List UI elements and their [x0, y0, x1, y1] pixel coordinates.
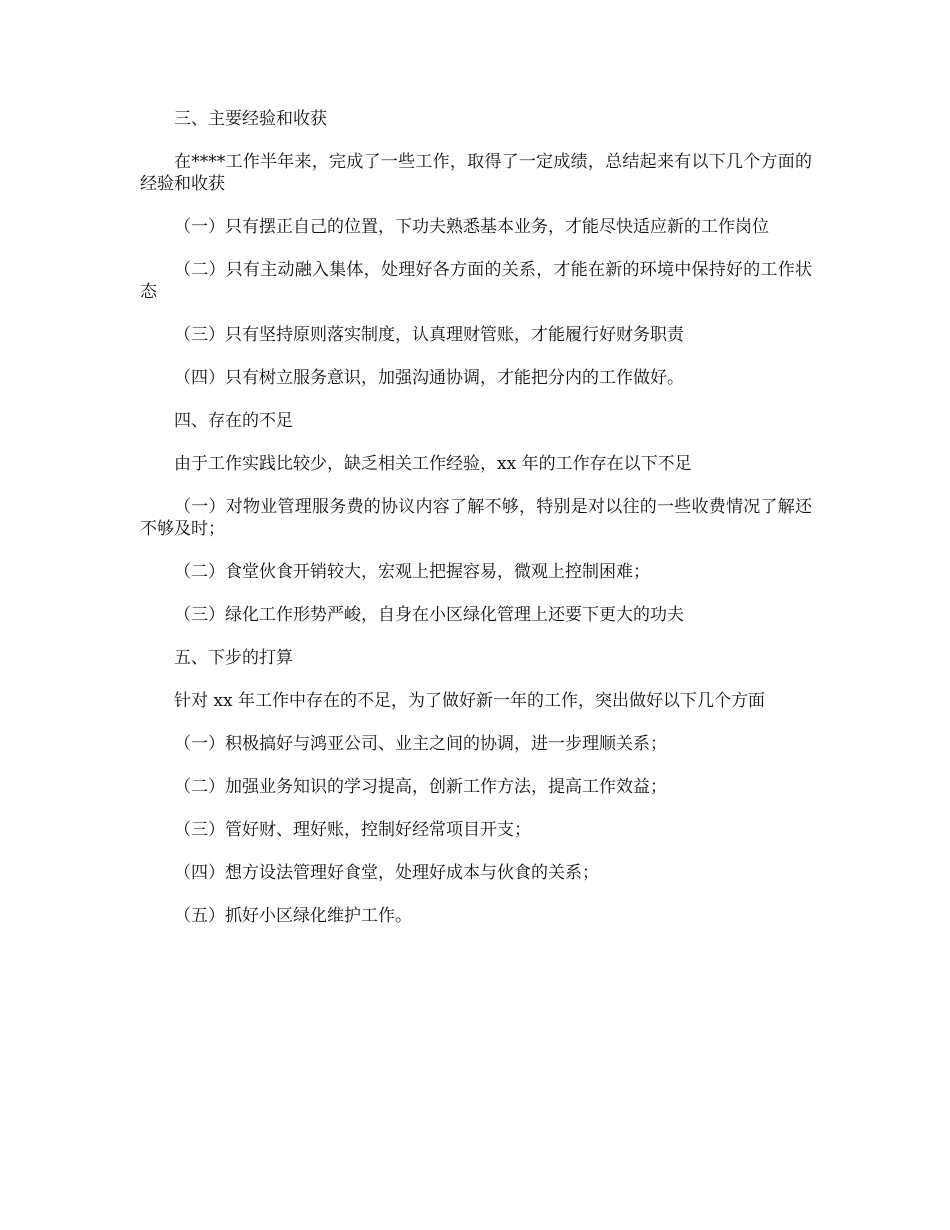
list-item-plans-2: （二）加强业务知识的学习提高，创新工作方法，提高工作效益； — [174, 777, 667, 797]
section-heading-shortcomings: 四、存在的不足 — [174, 411, 293, 431]
list-item-plans-4: （四）想方设法管理好食堂，处理好成本与伙食的关系； — [174, 863, 599, 883]
list-item-plans-3: （三）管好财、理好账，控制好经常项目开支； — [174, 820, 531, 840]
list-item-shortcomings-1: （一）对物业管理服务费的协议内容了解不够，特别是对以往的一些收费情况了解还不够及时； — [140, 497, 812, 539]
section-heading-experience: 三、主要经验和收获 — [174, 109, 327, 129]
document-body — [140, 108, 812, 948]
paragraph-intro-experience: 在****工作半年来，完成了一些工作，取得了一定成绩，总结起来有以下几个方面的经验和收获 — [140, 152, 812, 194]
list-item-shortcomings-3: （三）绿化工作形势严峻，自身在小区绿化管理上还要下更大的功夫 — [174, 605, 684, 625]
paragraph-intro-shortcomings: 由于工作实践比较少，缺乏相关工作经验，xx 年的工作存在以下不足 — [174, 454, 692, 474]
list-item-experience-3: （三）只有坚持原则落实制度，认真理财管账，才能履行好财务职责 — [174, 325, 684, 345]
list-item-experience-2: （二）只有主动融入集体，处理好各方面的关系，才能在新的环境中保持好的工作状态 — [140, 260, 812, 302]
section-heading-plans: 五、下步的打算 — [174, 648, 293, 668]
list-item-plans-1: （一）积极搞好与鸿亚公司、业主之间的协调，进一步理顺关系； — [174, 734, 667, 754]
list-item-plans-5: （五）抓好小区绿化维护工作。 — [174, 906, 412, 926]
paragraph-intro-plans: 针对 xx 年工作中存在的不足，为了做好新一年的工作，突出做好以下几个方面 — [174, 691, 765, 711]
list-item-experience-1: （一）只有摆正自己的位置，下功夫熟悉基本业务，才能尽快适应新的工作岗位 — [174, 217, 769, 237]
list-item-experience-4: （四）只有树立服务意识，加强沟通协调，才能把分内的工作做好。 — [174, 368, 684, 388]
list-item-shortcomings-2: （二）食堂伙食开销较大，宏观上把握容易，微观上控制困难； — [174, 562, 650, 582]
